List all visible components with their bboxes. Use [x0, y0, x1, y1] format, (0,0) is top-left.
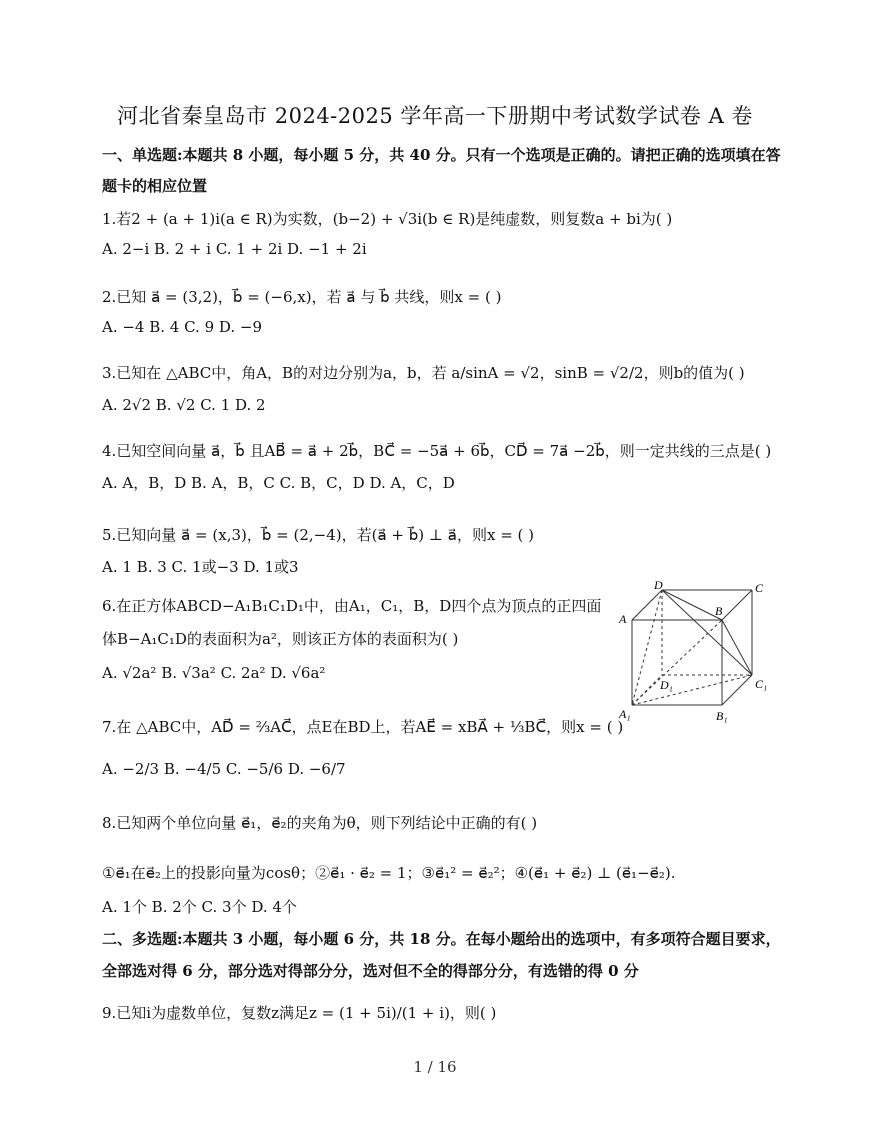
q6-stem-cont: 体B−A₁C₁D的表面积为a²，则该正方体的表面积为( ) [102, 630, 459, 648]
q3-stem: 3.已知在 △ABC中，角A，B的对边分别为a，b，若 a/sinA = √2，sinB = √2/2，则b的值为( ) [102, 364, 745, 382]
q8-items: ①e⃗₁在e⃗₂上的投影向量为cosθ；②e⃗₁ · e⃗₂ = 1；③e⃗₁² = e⃗₂²；④(e⃗₁ + e⃗₂) ⊥ (e⃗₁−e⃗₂). [102, 864, 676, 882]
q5-stem: 5.已知向量 a⃗ = (x,3)，b⃗ = (2,−4)，若(a⃗ + b⃗) ⊥ a⃗，则x = ( ) [102, 526, 534, 544]
q7-stem: 7.在 △ABC中，AD⃗ = ⅔AC⃗，点E在BD上，若AE⃗ = xBA⃗ + ⅓BC⃗，则x = ( ) [102, 718, 624, 736]
q5-options: A. 1 B. 3 C. 1或−3 D. 1或3 [102, 558, 299, 576]
cube-figure [612, 580, 777, 730]
q4-options: A. A，B，D B. A，B，C C. B，C，D D. A，C，D [102, 474, 455, 492]
section1-heading-cont: 题卡的相应位置 [102, 177, 208, 195]
q6-options: A. √2a² B. √3a² C. 2a² D. √6a² [102, 664, 326, 682]
q6-stem: 6.在正方体ABCD−A₁B₁C₁D₁中，由A₁，C₁，B，D四个点为顶点的正四面 [102, 597, 602, 615]
page-title: 河北省秦皇岛市 2024-2025 学年高一下册期中考试数学试卷 A 卷 [117, 104, 753, 128]
section1-heading: 一、单选题:本题共 8 小题，每小题 5 分，共 40 分。只有一个选项是正确的。请把正确的选项填在答 [102, 146, 781, 164]
q2-options: A. −4 B. 4 C. 9 D. −9 [102, 318, 263, 336]
page-number: 1 / 16 [413, 1058, 457, 1076]
vertex-A1-label: A₁ [619, 707, 631, 721]
q1-options: A. 2−i B. 2 + i C. 1 + 2i D. −1 + 2i [102, 240, 367, 258]
q2-stem: 2.已知 a⃗ = (3,2)，b⃗ = (−6,x)，若 a⃗ 与 b⃗ 共线，则x = ( ) [102, 288, 502, 306]
vertex-B1-label: B₁ [716, 709, 728, 723]
q8-stem: 8.已知两个单位向量 e⃗₁，e⃗₂的夹角为θ，则下列结论中正确的有( ) [102, 814, 538, 832]
q4-stem: 4.已知空间向量 a⃗，b⃗ 且AB⃗ = a⃗ + 2b⃗，BC⃗ = −5a⃗ + 6b⃗，CD⃗ = 7a⃗ −2b⃗，则一定共线的三点是( ) [102, 442, 772, 460]
vertex-C1-label: C₁ [755, 677, 768, 691]
vertex-B-label: B [715, 604, 723, 618]
q3-options: A. 2√2 B. √2 C. 1 D. 2 [102, 396, 266, 414]
q9-stem: 9.已知i为虚数单位，复数z满足z = (1 + 5i)/(1 + i)，则( ) [102, 1004, 497, 1022]
section2-heading: 二、多选题:本题共 3 小题，每小题 6 分，共 18 分。在每小题给出的选项中，有多项符合题目要求， [102, 930, 781, 948]
section2-heading-cont: 全部选对得 6 分，部分选对得部分分，选对但不全的得部分分，有选错的得 0 分 [102, 962, 639, 980]
cube-diagram [612, 580, 777, 730]
vertex-D-label: D [654, 580, 663, 592]
vertex-D1-label: D₁ [660, 678, 673, 692]
vertex-C-label: C [755, 581, 764, 595]
q8-options: A. 1个 B. 2个 C. 3个 D. 4个 [102, 898, 297, 916]
vertex-A-label: A [619, 612, 627, 626]
q7-options: A. −2/3 B. −4/5 C. −5/6 D. −6/7 [102, 760, 346, 778]
q1-stem: 1.若2 + (a + 1)i(a ∈ R)为实数，(b−2) + √3i(b ∈ R)是纯虚数，则复数a + bi为( ) [102, 210, 673, 228]
